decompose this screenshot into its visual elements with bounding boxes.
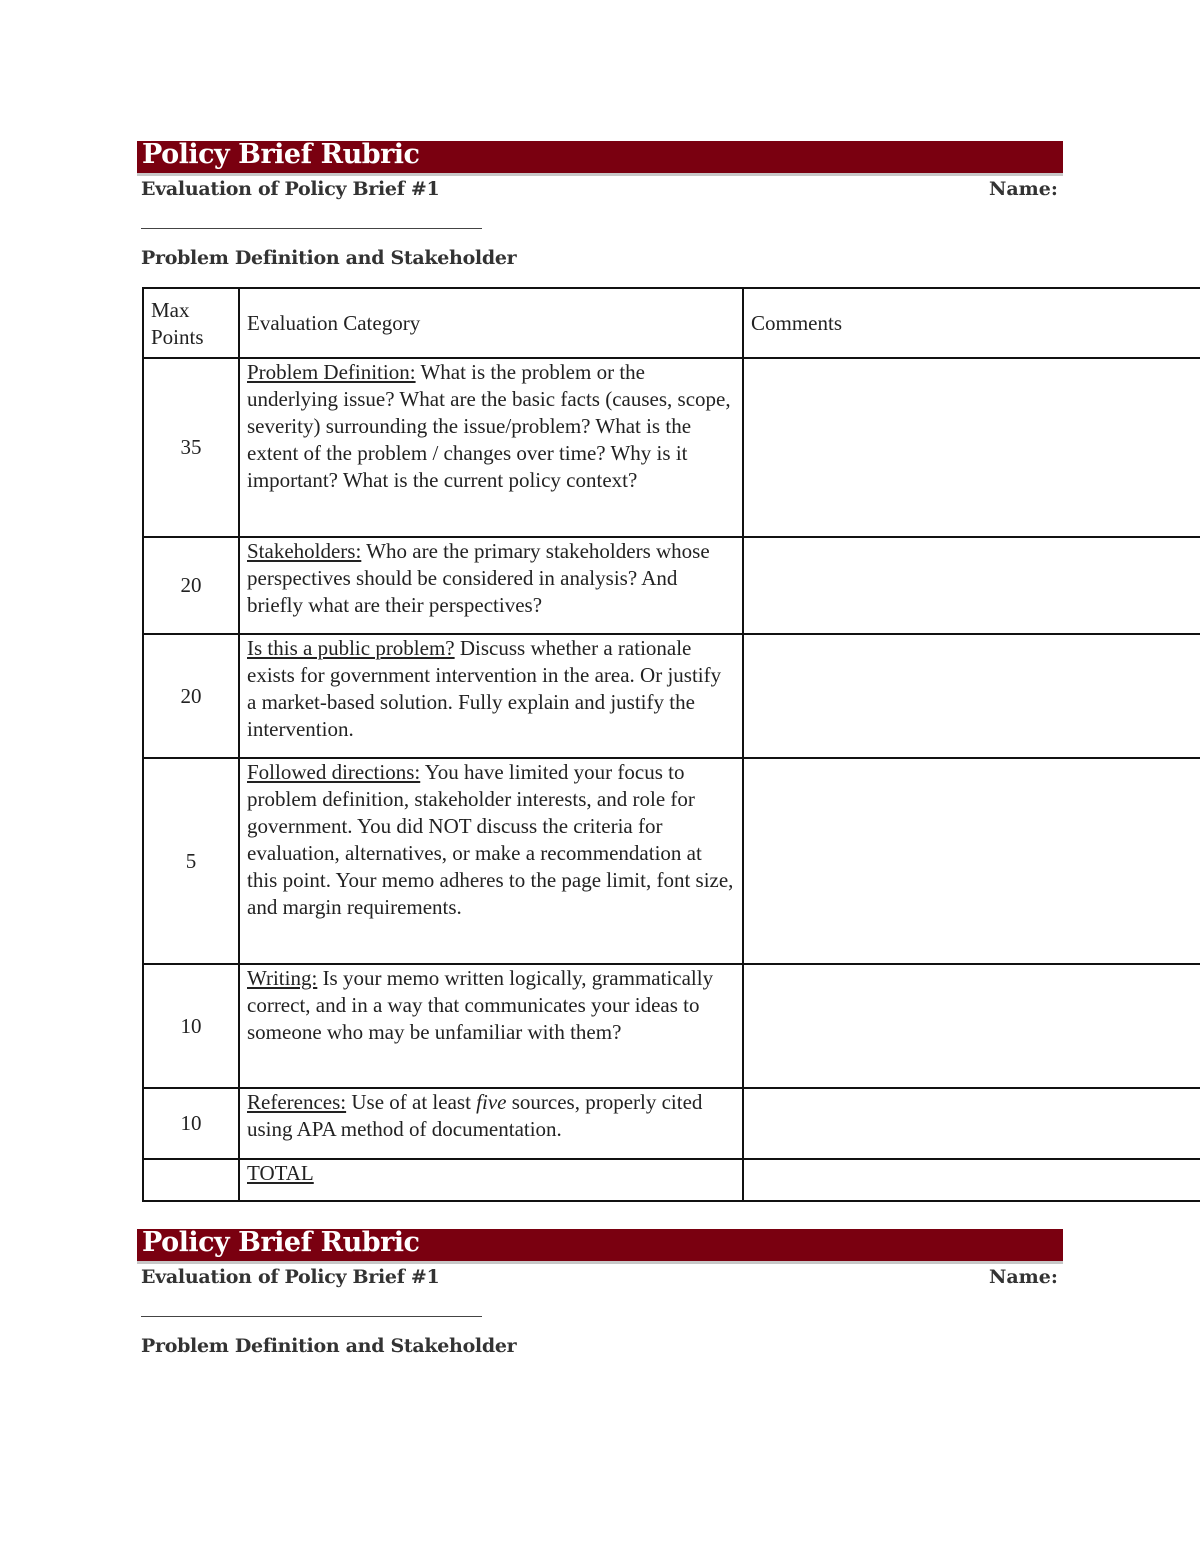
name-label-repeat: Name:: [989, 1266, 1058, 1288]
table-header-row: [143, 288, 1200, 358]
category-cell: [239, 1088, 743, 1159]
comments-cell[interactable]: [743, 964, 1200, 1088]
page-title-repeat: Policy Brief Rubric: [142, 1227, 420, 1258]
category-cell: [239, 634, 743, 758]
category-label: Stakeholders:: [247, 539, 362, 563]
category-label: Problem Definition:: [247, 360, 416, 384]
table-row: [143, 758, 1200, 964]
category-cell: [239, 358, 743, 537]
title-bar: [137, 141, 1063, 176]
category-description-end: sources, properly cited using APA method of documentation.: [247, 1090, 703, 1141]
section-heading: Problem Definition and Stakeholder: [141, 247, 517, 269]
header-comments: Comments: [743, 288, 1200, 358]
total-points-cell[interactable]: [143, 1159, 239, 1201]
max-points-cell: 35: [143, 358, 239, 537]
subtitle-repeat: Evaluation of Policy Brief #1: [141, 1266, 440, 1288]
category-description-start: Use of at least: [346, 1090, 477, 1114]
category-description-emphasis: five: [476, 1090, 507, 1114]
category-cell: [239, 964, 743, 1088]
header-max-points: Max Points: [143, 288, 239, 358]
table-row: [143, 537, 1200, 634]
comments-cell[interactable]: [743, 758, 1200, 964]
max-points-cell: 10: [143, 1088, 239, 1159]
title-bar-repeat: [137, 1229, 1063, 1264]
total-row: [143, 1159, 1200, 1201]
category-label: Writing:: [247, 966, 318, 990]
page-title: Policy Brief Rubric: [142, 139, 420, 170]
max-points-cell: 20: [143, 634, 239, 758]
total-label-cell: [239, 1159, 743, 1201]
category-label: Followed directions:: [247, 760, 421, 784]
max-points-cell: 10: [143, 964, 239, 1088]
name-field-line[interactable]: [141, 228, 482, 229]
category-label: References:: [247, 1090, 347, 1114]
category-description: Discuss whether a rationale exists for government intervention in the area. Or justify a market-based solution. Fully explain and justify the intervention.: [247, 636, 722, 741]
category-cell: [239, 537, 743, 634]
name-field-line-repeat[interactable]: [141, 1316, 482, 1317]
category-description: You have limited your focus to problem definition, stakeholder interests, and role for government. You did NOT discuss the criteria for evaluation, alternatives, or make a recommendation at this point. Your memo adheres to the page limit, font size, and margin requirements.: [247, 760, 734, 919]
comments-cell[interactable]: [743, 358, 1200, 537]
max-points-cell: 20: [143, 537, 239, 634]
table-row: [143, 634, 1200, 758]
max-points-cell: 5: [143, 758, 239, 964]
total-label: TOTAL: [247, 1161, 314, 1185]
comments-cell[interactable]: [743, 634, 1200, 758]
rubric-table: [142, 287, 1200, 1202]
category-label: Is this a public problem?: [247, 636, 455, 660]
name-label: Name:: [989, 178, 1058, 200]
comments-cell[interactable]: [743, 1088, 1200, 1159]
category-description: Is your memo written logically, grammatically correct, and in a way that communicates your ideas to someone who may be unfamiliar with them?: [247, 966, 714, 1044]
table-row: [143, 964, 1200, 1088]
header-evaluation-category: Evaluation Category: [239, 288, 743, 358]
category-description: Who are the primary stakeholders whose perspectives should be considered in analysis? And briefly what are their perspectives?: [247, 539, 710, 617]
section-heading-repeat: Problem Definition and Stakeholder: [141, 1335, 517, 1357]
total-comments-cell[interactable]: [743, 1159, 1200, 1201]
table-row: [143, 1088, 1200, 1159]
comments-cell[interactable]: [743, 537, 1200, 634]
category-description: What is the problem or the underlying issue? What are the basic facts (causes, scope, severity) surrounding the issue/problem? What is the extent of the problem / changes over time? Why is it important? What is the current policy context?: [247, 360, 731, 492]
category-cell: [239, 758, 743, 964]
table-row: [143, 358, 1200, 537]
subtitle: Evaluation of Policy Brief #1: [141, 178, 440, 200]
